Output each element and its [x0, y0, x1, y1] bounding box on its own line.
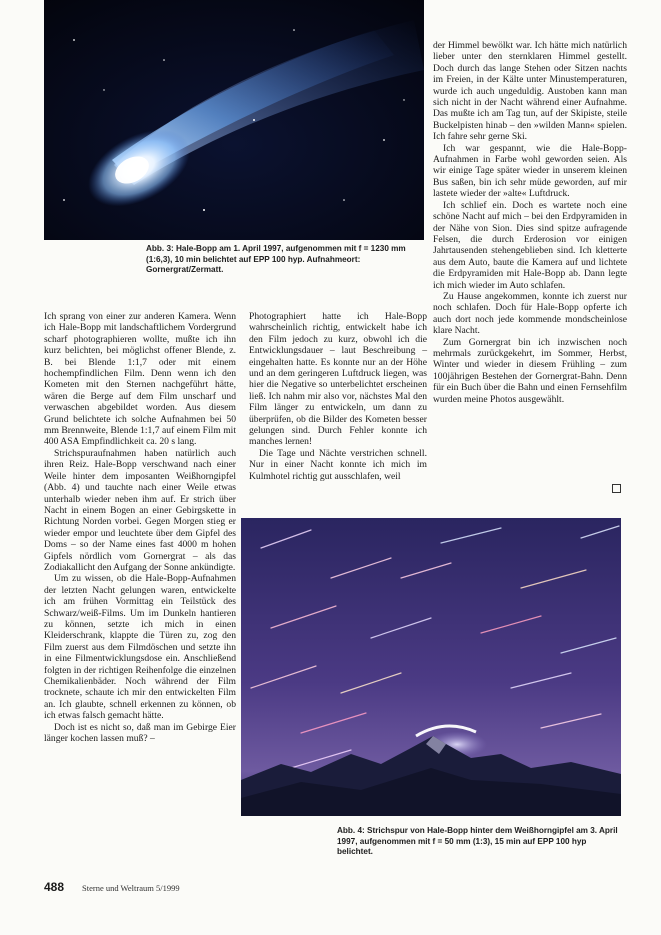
right-paragraph: der Himmel bewölkt war. Ich hätte mich natürlich lieber unter den sternklaren Himmel gestellt. Doch durch das lange Stehen oder Sitzen nachts im Freien, in der Kälte unter Minustemperaturen, wurde ich auch ungeduldig. Austoben kann man sich nicht in der Nacht während einer Aufnahme. Das mußte ich am Tag tun, auf der Skipiste, steile Buckelpisten hinab – den »wilden Mann« spielen. Ich fahre sehr gerne Ski.: [433, 40, 627, 143]
page-number: 488: [44, 880, 65, 894]
figure-4-caption: Abb. 4: Strichspur von Hale-Bopp hinter dem Weißhorngipfel am 3. April 1997, aufgenommen mit f = 50 mm (1:3), 15 min auf EPP 100 hyp belichtet.: [337, 826, 618, 857]
figure-3-caption: Abb. 3: Hale-Bopp am 1. April 1997, aufgenommen mit f = 1230 mm (1:6,3), 10 min belichtet auf EPP 100 hyp. Aufnahmeort: Gornergrat/Zermatt.: [146, 244, 406, 275]
weisshorn-star-trails-image: [241, 518, 621, 816]
comet-photo: [44, 0, 424, 240]
left-paragraph: Doch ist es nicht so, daß man im Gebirge Eier länger kochen lassen muß? –: [44, 721, 236, 745]
hale-bopp-image: [44, 0, 424, 240]
article-end-mark: [612, 484, 621, 493]
star-trails-photo: [241, 518, 621, 816]
right-paragraph: Zu Hause angekommen, konnte ich zuerst nur noch schlafen. Doch für Hale-Bopp opferte ich auch dort noch jede kommende mondscheinlose klare Nacht.: [433, 290, 627, 337]
left-column: [44, 311, 236, 744]
left-paragraph: Um zu wissen, ob die Hale-Bopp-Aufnahmen der letzten Nacht gelungen waren, entwickelte ich am frühen Vormittag ein Teilstück des Schwarz/weiß-Films. Um im Dunkeln hantieren zu können, setzte ich mich in einen Kleiderschrank, klappte die Türen zu, zog den Film zuerst aus dem Filmdöschen und setzte ihn in eine Filmentwicklungsdose ein. Anschließend folgten in der richtigen Reihenfolge die einzelnen Chemikalienbäder. Noch während der Film trocknete, schaute ich mir den entwickelten Film an. Ich glaubte, schnell erkennen zu können, ob ich etwas falsch gemacht hätte.: [44, 573, 236, 722]
middle-paragraph: Die Tage und Nächte verstrichen schnell. Nur in einer Nacht konnte ich mich im Kulmhotel richtig gut ausschlafen, weil: [249, 447, 427, 482]
middle-paragraph: Photographiert hatte ich Hale-Bopp wahrscheinlich richtig, entwickelt habe ich den Film jedoch zu kurz, obwohl ich die Entwicklungsdauer – laut Beschreibung – eingehalten hatte. Es konnte nur an der Höhe und an dem geringeren Luftdruck liegen, was hier die Negative so unterbelichtet erscheinen ließ. Ich nahm mir also vor, nächstes Mal den Film länger zu entwickeln, um dann zu überprüfen, ob die Bilder des Kometen besser gelungen sind. Durch Fehler konnte ich manches lernen!: [249, 311, 427, 448]
right-paragraph: Ich war gespannt, wie die Hale-Bopp-Aufnahmen in Farbe wohl geworden seien. Als wir einige Tage später wieder in unserem kleinen Bus saßen, bin ich sehr müde geworden, auf mir lastete wieder der »alte« Luftdruck.: [433, 142, 627, 200]
left-paragraph: Ich sprang von einer zur anderen Kamera. Wenn ich Hale-Bopp mit landschaftlichem Vordergrund scharf photographieren wollte, mußte ich ihn kurz belichten, bei möglichst offener Blende, z. B. bei Blende 1:1,7 oder mit einem hochempfindlichen Film. Denn wenn ich den Kometen mit den Sternen nachgeführt hätte, wären die Berge auf dem Film unscharf und verwaschen abgebildet worden. Aus diesem Grund belichtete ich solche Aufnahmen bei 50 mm Brennweite, Blende 1:1,7 auf einem Film mit 400 ASA Empfindlichkeit ca. 20 s lang.: [44, 311, 236, 448]
right-top-column: [433, 40, 627, 405]
right-paragraph: Zum Gornergrat bin ich inzwischen noch mehrmals zurückgekehrt, im Sommer, Herbst, Winter und wieder in diesem Frühling – zum 100jährigen Bestehen der Gornergrat-Bahn. Denn für ein Buch über die Bahn und einen Fernsehfilm wurden meine Photos ausgewählt.: [433, 336, 627, 405]
journal-name: Sterne und Weltraum 5/1999: [82, 883, 180, 893]
middle-column: [249, 311, 427, 482]
right-paragraph: Ich schlief ein. Doch es wartete noch eine schöne Nacht auf mich – bei den Erdpyramiden in der Nähe von Sion. Dies sind spitze aufragende Felsen, die durch Erderosion vor einigen Jahrtausenden stehengeblieben sind. Ich kletterte aus dem Auto, baute die Kamera auf und lichtete die Erdpyramiden mit Hale-Bopp ab. Dann legte ich mich wieder im Auto schlafen.: [433, 199, 627, 291]
left-paragraph: Strichspuraufnahmen haben natürlich auch ihren Reiz. Hale-Bopp verschwand nach einer Weile hinter dem imposanten Weißhorngipfel (Abb. 4) und tauchte nach einer Weile etwas unterhalb wieder neben ihm auf. Er strich über Nacht in einem Bogen an einer Gebirgskette in Richtung Norden vorbei. Gegen Morgen stieg er wieder empor und leuchtete über dem Gipfel des Doms – so der Name eines fast 4000 m hohen Gipfels nördlich vom Gornergrat – als das Zodiakallicht den Aufgang der Sonne ankündigte.: [44, 447, 236, 573]
